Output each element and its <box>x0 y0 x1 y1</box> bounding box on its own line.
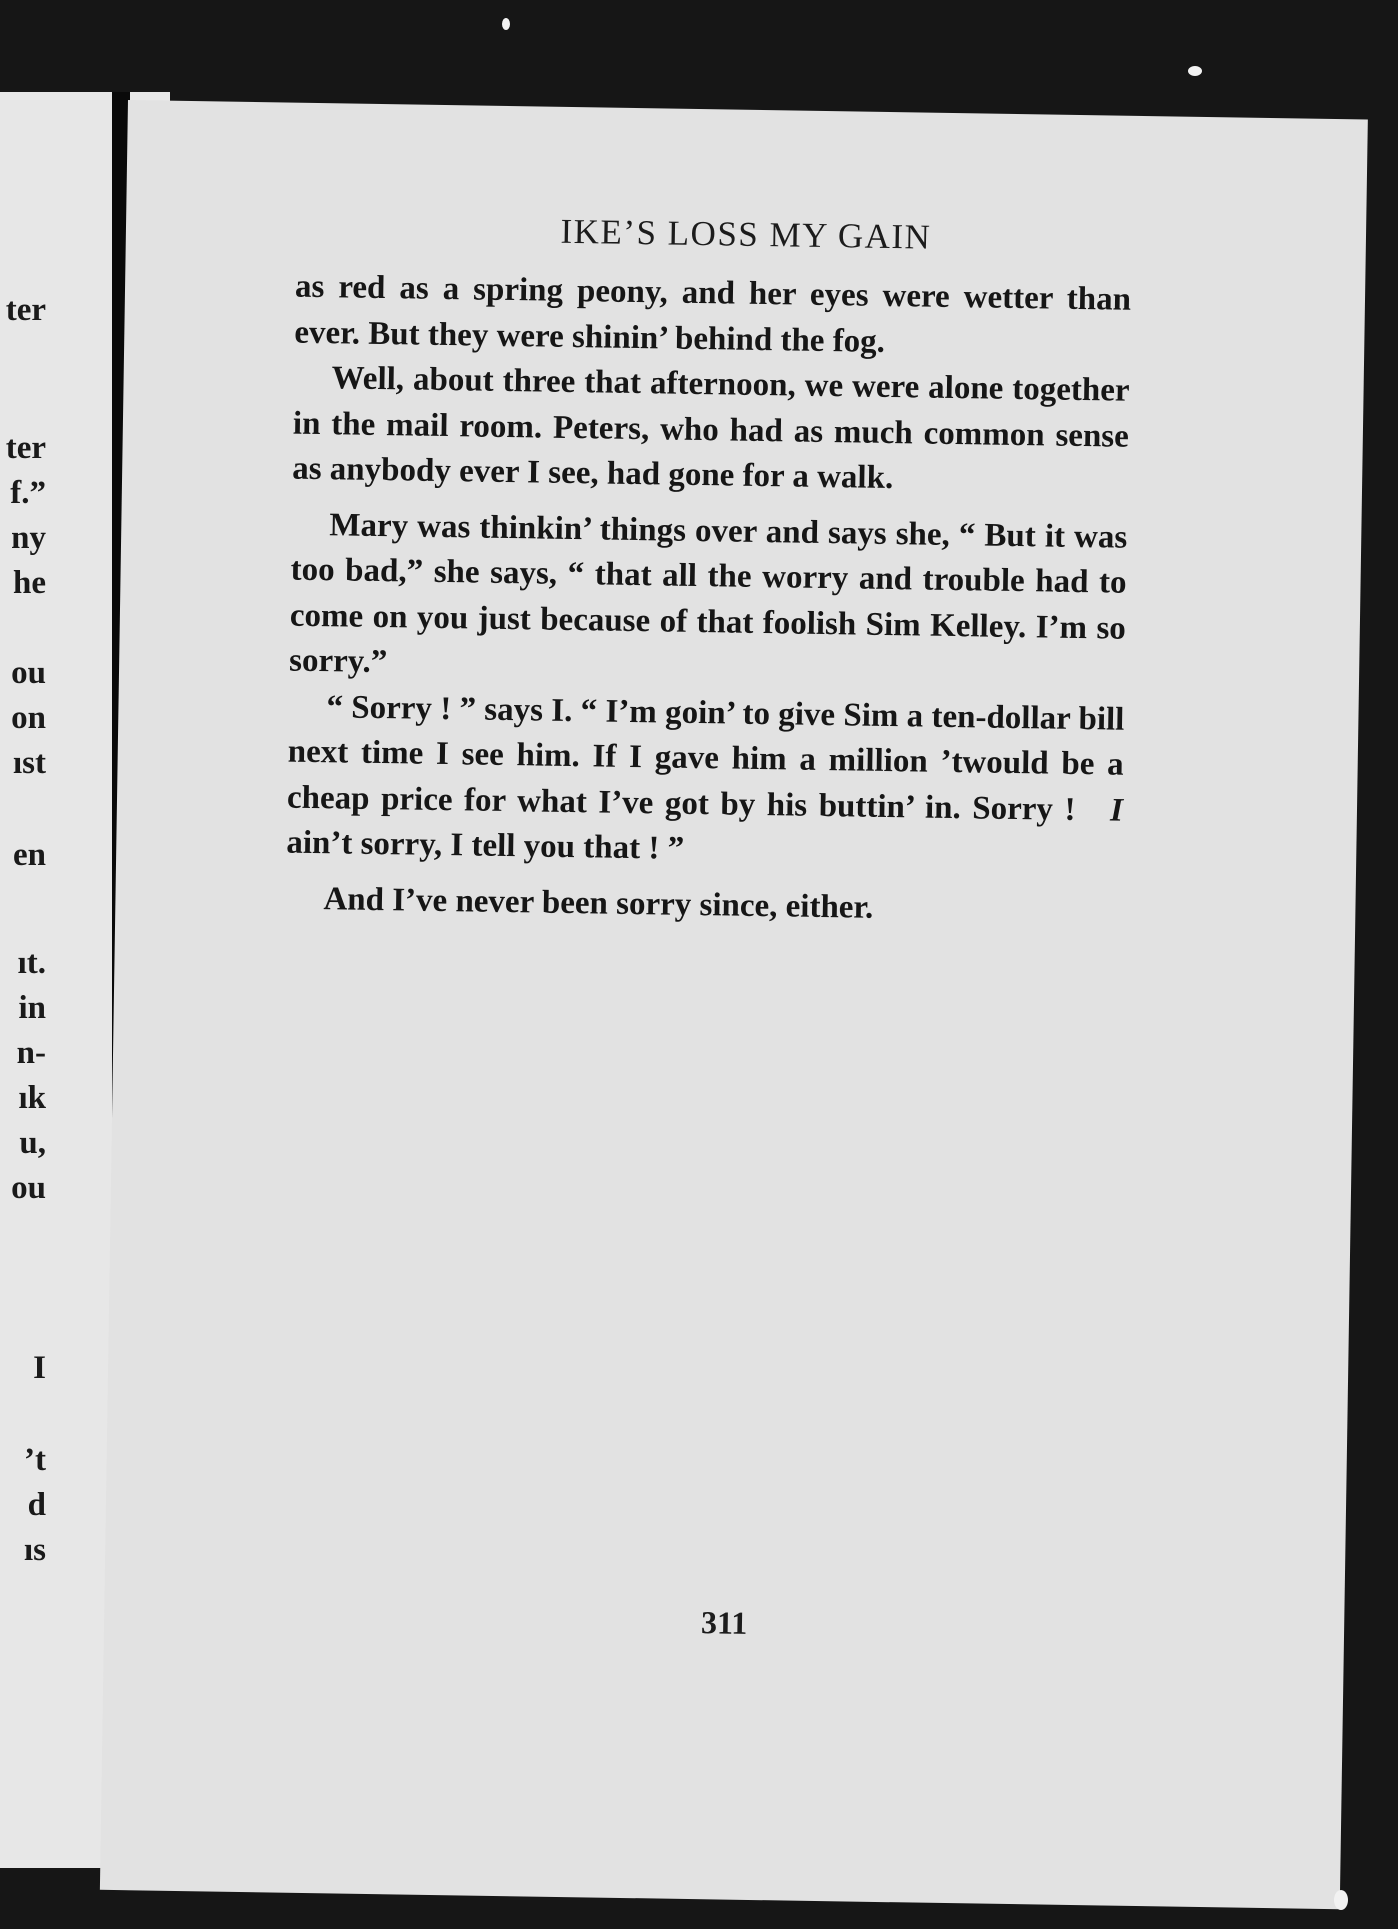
line-fragment: he <box>13 565 46 601</box>
line-fragment: ou <box>11 1170 46 1206</box>
dust-speck <box>1334 1890 1348 1910</box>
page-number: 311 <box>700 1604 748 1641</box>
line-fragment: f.” <box>10 475 46 511</box>
line-fragment: ıst <box>13 745 46 781</box>
line-fragment: u, <box>19 1125 46 1161</box>
line-fragment: on <box>11 700 46 736</box>
paragraph-text: ain’t sorry, I tell you that ! ” <box>286 824 685 867</box>
page-body <box>285 265 1131 935</box>
line-fragment: ny <box>11 520 46 556</box>
line-fragment: ou <box>11 655 46 691</box>
paragraph: Well, about three that afternoon, we were alone together in the mail room. Peters, who had as much common sense as anybody ever I see, had gone for a walk. <box>291 360 1130 497</box>
line-fragment: ’t <box>24 1442 46 1478</box>
paragraph: And I’ve never been sorry since, either. <box>323 880 874 926</box>
paragraph: as red as a spring peony, and her eyes were wetter than ever. But they were shinin’ behind the fog. <box>294 268 1132 360</box>
line-fragment: n- <box>16 1035 46 1071</box>
emphasis-text: I <box>1109 792 1124 829</box>
dust-speck <box>502 18 510 30</box>
line-fragment: ıt. <box>17 945 46 981</box>
paragraph: Mary was thinkin’ things over and says she, “ But it was too bad,” she says, “ that all the worry and trouble had to come on you just because of that foolish Sim Kelley. I’m so sorry.” <box>288 506 1128 681</box>
line-fragment: in <box>18 990 46 1026</box>
line-fragment: I <box>33 1350 46 1386</box>
running-head: IKE’S LOSS MY GAIN <box>560 211 932 257</box>
paragraph <box>286 684 1125 879</box>
line-fragment: en <box>13 837 46 873</box>
line-fragment: ık <box>18 1080 46 1116</box>
line-fragment: ter <box>5 292 46 328</box>
line-fragment: ıs <box>23 1532 46 1568</box>
line-fragment: ter <box>5 430 46 466</box>
line-fragment: d <box>27 1487 46 1523</box>
dust-speck <box>1188 66 1202 76</box>
paragraph-text: “ Sorry ! ” says I. “ I’m goin’ to give Sim a ten-dollar bill next time I see him. If I gave him a million ’twould be a cheap price for what I’ve got by his buttin’ in. Sorry ! <box>286 688 1125 828</box>
book-page <box>100 100 1368 1909</box>
